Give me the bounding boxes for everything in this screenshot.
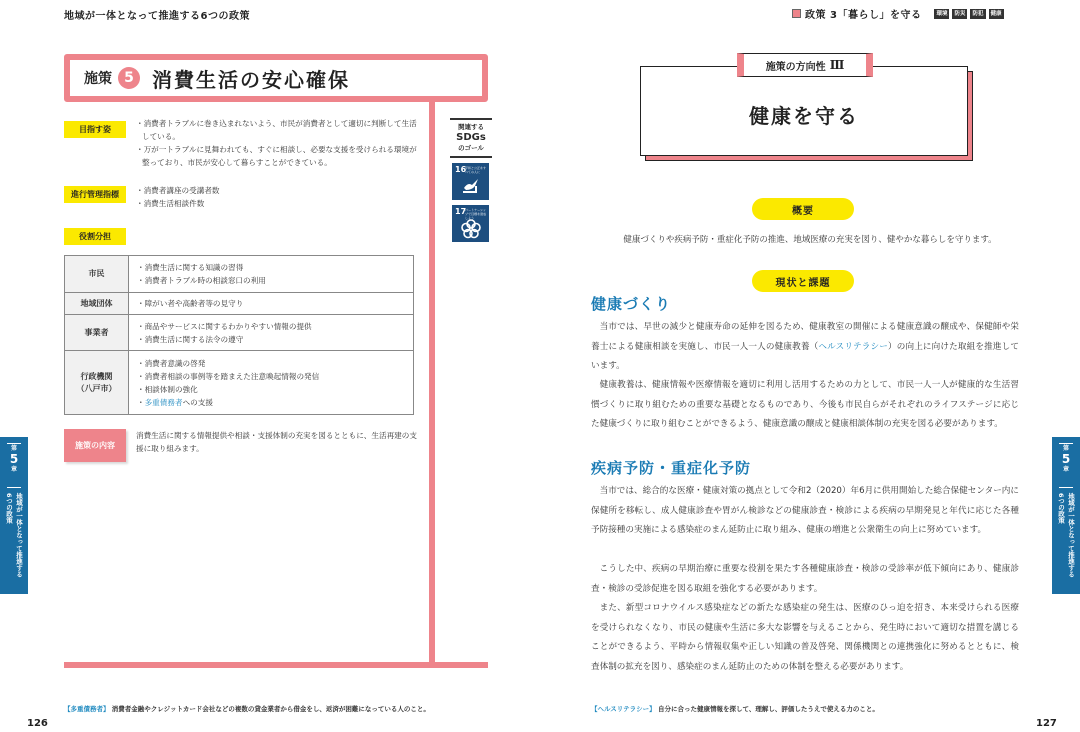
sdgs-heading-line: SDGs — [456, 132, 486, 143]
duties-cell — [129, 256, 414, 293]
sdg-number: 17 — [455, 207, 467, 216]
goal-item: ・消費者トラブルに巻き込まれないよう、市民が消費者として適切に判断して生活している。 — [136, 119, 417, 141]
role-cell: 市民 — [65, 256, 129, 293]
issues-pill: 現状と課題 — [752, 270, 854, 292]
sdg-goal-17-tile — [452, 205, 489, 242]
indicator-item: ・消費者講座の受講者数 — [136, 186, 220, 195]
divider — [1059, 443, 1073, 444]
indicators-label: 進行管理指標 — [64, 186, 126, 203]
chapter-vertical-title — [4, 493, 24, 588]
duty-item: ・消費者意識の啓発 — [137, 358, 206, 368]
duty-item: ・相談体制の強化 — [137, 384, 198, 394]
content-text: 消費生活に関する情報提供や相談・支援体制の充実を図るとともに、生活再建の支援に取り組みます。 — [136, 431, 417, 453]
sdg-number: 16 — [455, 165, 467, 174]
chapter-side-tab[interactable] — [0, 437, 28, 594]
chapter-vertical-title — [1056, 493, 1076, 588]
divider — [1059, 487, 1073, 488]
section-heading-disease-prevention: 疾病予防・重症化予防 — [591, 459, 752, 477]
frame-horizontal-line — [64, 662, 488, 668]
chapter-label — [1052, 445, 1080, 474]
duty-item: ・消費生活に関する知識の習得 — [137, 263, 244, 272]
tag-disaster: 防災 — [954, 10, 966, 17]
roles-label: 役割分担 — [64, 228, 126, 245]
tag-crime: 防犯 — [972, 10, 984, 17]
vertical-line: 地域が一体となって推進する — [15, 493, 23, 578]
running-head: 地域が一体となって推進する6つの政策 — [64, 11, 250, 22]
goal-text — [136, 117, 418, 169]
direction-roman-numeral: Ⅲ — [829, 58, 845, 72]
chapter-suffix: 章 — [10, 466, 17, 473]
duty-item: ・商品やサービスに関するわかりやすい情報の提供 — [137, 321, 312, 331]
tag-environment: 環境 — [936, 10, 948, 17]
sdg-title: 平和と公正をすべての人に — [465, 166, 487, 174]
paragraph-text: 当市では、早世の減少と健康寿命の延伸を図るため、健康教室の開催による健康意識の醸成や、保健師や栄養士による健康相談を実施し、市民一人一人の健康教養（ — [591, 322, 1019, 352]
paragraph — [591, 318, 1019, 377]
page-number: 126 — [27, 718, 48, 729]
duties-cell — [129, 315, 414, 351]
chapter-prefix: 第 — [10, 445, 17, 452]
sdgs-heading-line: 関連する — [458, 123, 484, 131]
role-cell — [65, 351, 129, 415]
chapter-label — [0, 445, 28, 474]
duty-item: ・障がい者や高齢者等の見守り — [137, 299, 244, 308]
role-line: （八戸市） — [76, 383, 117, 393]
footnote-term: 【多重債務者】 — [64, 705, 110, 713]
indicators-list — [136, 184, 418, 210]
footnote-term: 【ヘルスリテラシー】 — [591, 705, 656, 713]
direction-tab — [737, 53, 873, 77]
running-head-right — [792, 6, 1004, 21]
sdgs-heading — [450, 118, 492, 158]
chapter-number: 5 — [9, 452, 19, 466]
table-row — [65, 256, 414, 293]
divider — [7, 487, 21, 488]
paragraph: また、新型コロナウイルス感染症などの新たな感染症の発生は、医療のひっ迫を招き、本来受けられる医療を受けられなくなり、市民の健康や生活に多大な影響を与えることから、発生時において適切な措置を講じることができるよう、平時から情報収集や正しい知識の普及啓発、関係機関との連携強化に努めるとともに、検査体制の拡充を図り、感染症のまん延防止のための体制を整える必要があります。 — [591, 603, 1019, 672]
paragraph: 当市では、総合的な医療・健康対策の拠点として令和2（2020）年6月に供用開始した総合保健センター内に保健所を移転し、成人健康診査や胃がん検診などの健康診査・検診による疾病の早期発見と年代に応じた各種予防接種の実施による感染症のまん延防止に取り組み、健康の増進と公衆衛生の向上に努めています。 — [591, 486, 1019, 535]
duty-item: ・消費者トラブル時の相談窓口の利用 — [137, 276, 266, 285]
chapter-number: 5 — [1061, 452, 1071, 466]
running-head-title: 政策 3「暮らし」を守る — [805, 10, 922, 21]
direction-title: 健康を守る — [749, 103, 859, 128]
glossary-term-link[interactable]: ヘルスリテラシー — [818, 341, 888, 352]
vertical-line: 6つの政策 — [5, 493, 13, 524]
role-cell: 地域団体 — [65, 293, 129, 315]
policy-title-box — [64, 54, 488, 102]
policy-title: 消費生活の安心確保 — [152, 67, 350, 92]
page-number: 127 — [1036, 718, 1057, 729]
policy-number-badge: 5 — [118, 67, 140, 89]
duties-cell — [129, 293, 414, 315]
vertical-line: 地域が一体となって推進する — [1067, 493, 1075, 578]
paragraph-text: ）の向上に向けた取組を推進しています。 — [591, 341, 1019, 371]
role-cell: 事業者 — [65, 315, 129, 351]
duty-item — [137, 396, 405, 409]
footnote — [591, 704, 879, 713]
section-heading-health: 健康づくり — [591, 295, 672, 313]
direction-tab-label: 施策の方向性 — [765, 61, 826, 73]
duty-text: への支援 — [182, 397, 213, 407]
bullet: ・ — [137, 397, 145, 407]
table-row — [65, 293, 414, 315]
chapter-side-tab[interactable] — [1052, 437, 1080, 594]
footnote-text: 自分に合った健康情報を探して、理解し、評価したうえで使える力のこと。 — [657, 705, 879, 713]
divider — [7, 443, 21, 444]
overview-text: 健康づくりや疾病予防・重症化予防の推進、地域医療の充実を図り、健やかな暮らしを守ります。 — [623, 235, 997, 245]
glossary-term-link[interactable]: 多重債務者 — [144, 397, 183, 407]
table-row — [65, 315, 414, 351]
paragraph: 健康教養は、健康情報や医療情報を適切に利用し活用するための力として、市民一人一人が健康的な生活習慣づくりに取り組むための重要な基礎となるものであり、今後も市民自らがそれぞれのライフステージに応じた健康づくりに取り組むことができるよう、健康意識の醸成と健康相談体制の充実を図る必要があります。 — [591, 380, 1019, 429]
roles-table — [64, 255, 414, 415]
chapter-prefix: 第 — [1062, 445, 1069, 452]
content-label: 施策の内容 — [64, 429, 126, 462]
duty-item: ・消費生活に関する法令の遵守 — [137, 334, 244, 344]
duties-cell — [129, 351, 414, 415]
goal-item: ・万が一トラブルに見舞われても、すぐに相談し、必要な支援を受けられる環境が整っており、市民が安心して暮らすことができている。 — [136, 145, 417, 167]
square-marker-icon — [792, 9, 801, 18]
sdg-goal-16-tile — [452, 163, 489, 200]
sdg-title: パートナーシップで目標を達成しよう — [465, 208, 487, 220]
tag-health: 健康 — [990, 10, 1002, 17]
indicator-item: ・消費生活相談件数 — [136, 199, 205, 208]
frame-vertical-line — [429, 102, 435, 664]
goal-label: 目指す姿 — [64, 121, 126, 138]
footnote — [64, 704, 430, 713]
overview-pill: 概要 — [752, 198, 854, 220]
vertical-line: 6つの政策 — [1057, 493, 1065, 524]
paragraph: こうした中、疾病の早期治療に重要な役割を果たす各種健康診査・検診の受診率が低下傾向にあり、健康診査・検診の受診促進を図る取組を強化する必要があります。 — [591, 564, 1019, 594]
role-line: 行政機関 — [80, 371, 113, 381]
flower-rings-icon — [460, 218, 482, 240]
duty-item: ・消費者相談の事例等を踏まえた注意喚起情報の発信 — [137, 371, 320, 381]
footnote-text: 消費者金融やクレジットカード会社などの複数の貸金業者から借金をし、返済が困難になっている人のこと。 — [111, 705, 430, 713]
table-row — [65, 351, 414, 415]
dove-icon — [460, 176, 482, 196]
direction-box — [640, 66, 968, 156]
chapter-suffix: 章 — [1062, 466, 1069, 473]
policy-prefix: 施策 — [84, 71, 112, 87]
sdgs-heading-line: のゴール — [458, 144, 484, 152]
